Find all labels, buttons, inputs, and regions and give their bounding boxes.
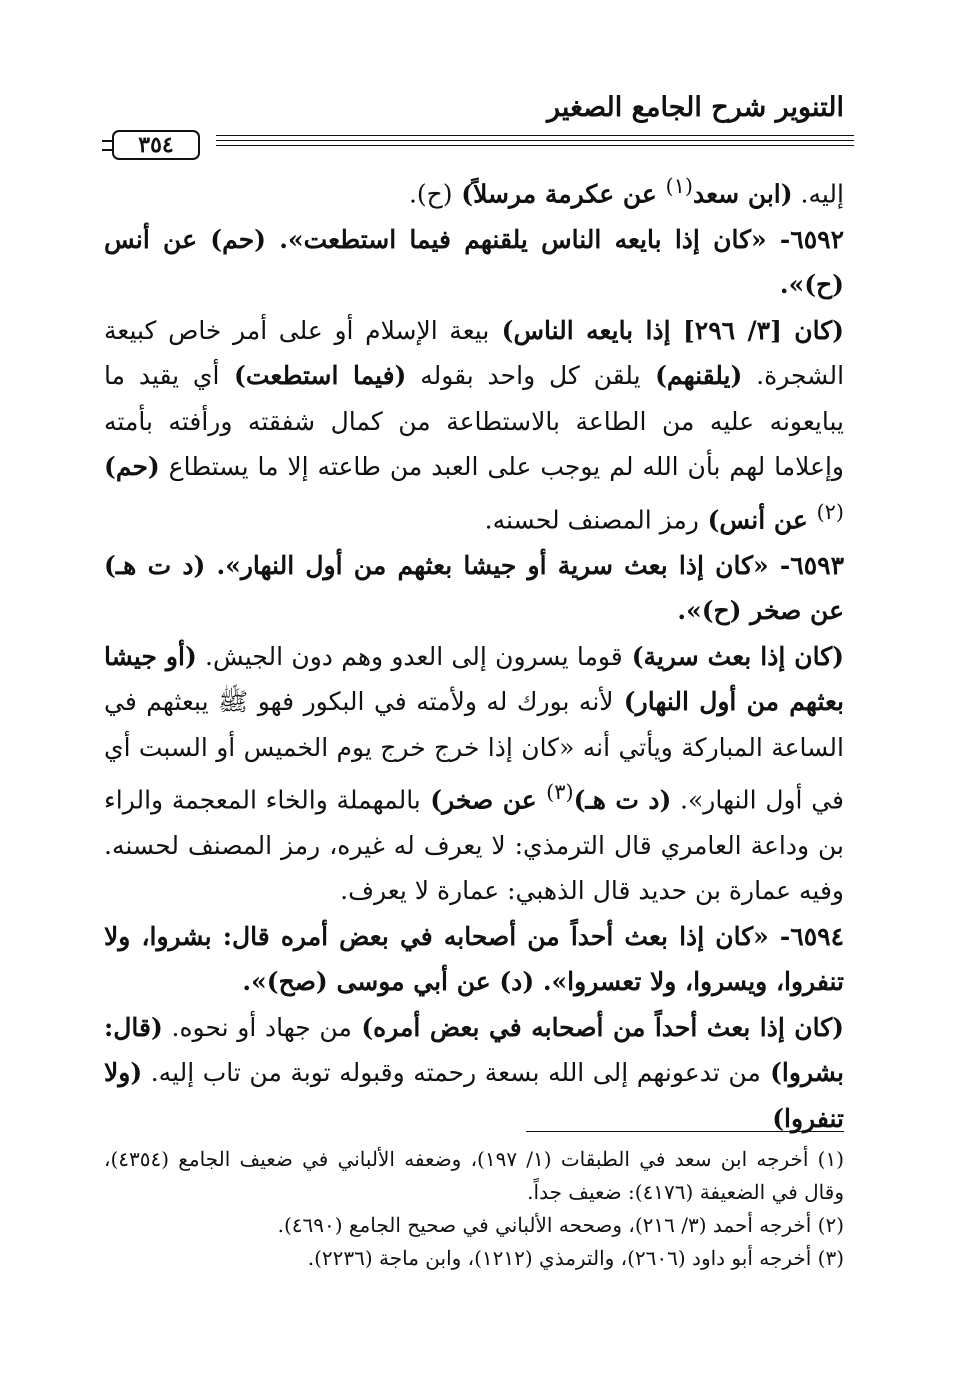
hadith-text: ٦٥٩٤- «كان إذا بعث أحداً من أصحابه في بعض أمره قال: بشروا، ولا تنفروا، ويسروا، ولا تعسروا». (د) عن أبي موسى (صح)».: [104, 921, 844, 997]
text-segment: بالمهملة والخاء المعجمة والراء بن وداعة العامري قال الترمذي: لا يعرف له غيره، رمز المصنف لحسنه. وفيه عمارة بن حديد قال الذهبي: عمارة لا يعرف.: [104, 785, 844, 906]
source-citation: عن أنس): [698, 505, 817, 535]
text-segment: (ح).: [408, 179, 453, 209]
quoted-text: (فيما استطعت): [219, 361, 407, 391]
quoted-text: (كان [٣/ ٢٩٦] إذا بايعه الناس): [489, 315, 844, 345]
page-number: ٣٥٤: [112, 130, 200, 160]
hadith-text: ٦٥٩٢- «كان إذا بايعه الناس يلقنهم فيما استطعت». (حم) عن أنس (ح)».: [104, 224, 844, 300]
source-citation: (د ت هـ): [573, 785, 672, 815]
footnote-marker: (٢): [816, 499, 844, 524]
text-segment: لأنه بورك له ولأمته في البكور فهو ﷺ يبعثهم في الساعة المباركة ويأتي أنه «كان إذا خرج خرج يوم الخميس أو السبت أي في أول النهار».: [104, 687, 844, 815]
source-citation: (حم): [104, 452, 160, 482]
footnote: (٣) أخرجه أبو داود (٢٦٠٦)، والترمذي (١٢١٢)، وابن ماجة (٢٢٣٦).: [307, 1246, 844, 1270]
footnote-separator: [526, 1131, 844, 1132]
quoted-text: (ولا تنفروا): [104, 1058, 844, 1133]
footnote: (١) أخرجه ابن سعد في الطبقات (١/ ١٩٧)، وضعفه الألباني في ضعيف الجامع (٤٣٥٤)، وقال في الضعيفة (٤١٧٦): ضعيف جداً.: [104, 1147, 844, 1204]
quoted-text: (قال: بشروا): [104, 1012, 844, 1088]
text-segment: رمز المصنف لحسنه.: [484, 505, 699, 535]
footnote-marker: (١): [665, 174, 693, 198]
hadith-text: ٦٥٩٣- «كان إذا بعث سرية أو جيشا بعثهم من أول النهار». (د ت هـ) عن صخر (ح)».: [104, 550, 844, 626]
footnote: (٢) أخرجه أحمد (٣/ ٢١٦)، وصححه الألباني في صحيح الجامع (٤٦٩٠).: [277, 1213, 844, 1237]
quoted-text: (كان إذا بعث سرية): [622, 641, 844, 671]
running-title: التنوير شرح الجامع الصغير: [547, 92, 844, 123]
source-citation: عن صخر): [420, 785, 547, 815]
hadith-heading: [104, 217, 844, 308]
footnote-marker: (٣): [546, 780, 574, 805]
commentary-paragraph: [104, 634, 844, 914]
header-double-rule: [216, 135, 854, 141]
footnotes: [104, 1143, 844, 1275]
commentary-paragraph: [104, 308, 844, 543]
source-citation: (ابن سعد: [692, 179, 793, 209]
main-text: [104, 164, 844, 1141]
quoted-text: (يلقنهم): [640, 361, 743, 391]
source-citation: عن عكرمة مرسلاً): [452, 179, 666, 209]
text-segment: إليه.: [792, 179, 844, 209]
paragraph: [104, 164, 844, 217]
text-segment: أي يقيد ما يبايعونه عليه من الطاعة بالاستطاعة من كمال شفقته ورأفته بأمته وإعلاما لهم بأن الله لم يوجب على العبد من طاعته إلا ما يستطاع: [104, 361, 844, 482]
commentary-paragraph: [104, 1005, 844, 1142]
text-segment: يلقن كل واحد بقوله: [406, 361, 641, 391]
text-segment: من جهاد أو نحوه.: [162, 1012, 352, 1042]
hadith-heading: [104, 914, 844, 1005]
quoted-text: (كان إذا بعث أحداً من أصحابه في بعض أمره): [351, 1012, 844, 1042]
header-rule: [98, 130, 854, 158]
text-segment: بيعة الإسلام أو على أمر خاص كبيعة الشجرة.: [104, 315, 845, 391]
text-segment: قوما يسرون إلى العدو وهم دون الجيش.: [196, 641, 623, 671]
text-segment: من تدعونهم إلى الله بسعة رحمته وقبوله توبة من تاب إليه.: [142, 1058, 761, 1088]
header-rule-thin: [216, 145, 854, 146]
quoted-text: (أو جيشا بعثهم من أول النهار): [104, 641, 845, 717]
hadith-heading: [104, 543, 844, 634]
